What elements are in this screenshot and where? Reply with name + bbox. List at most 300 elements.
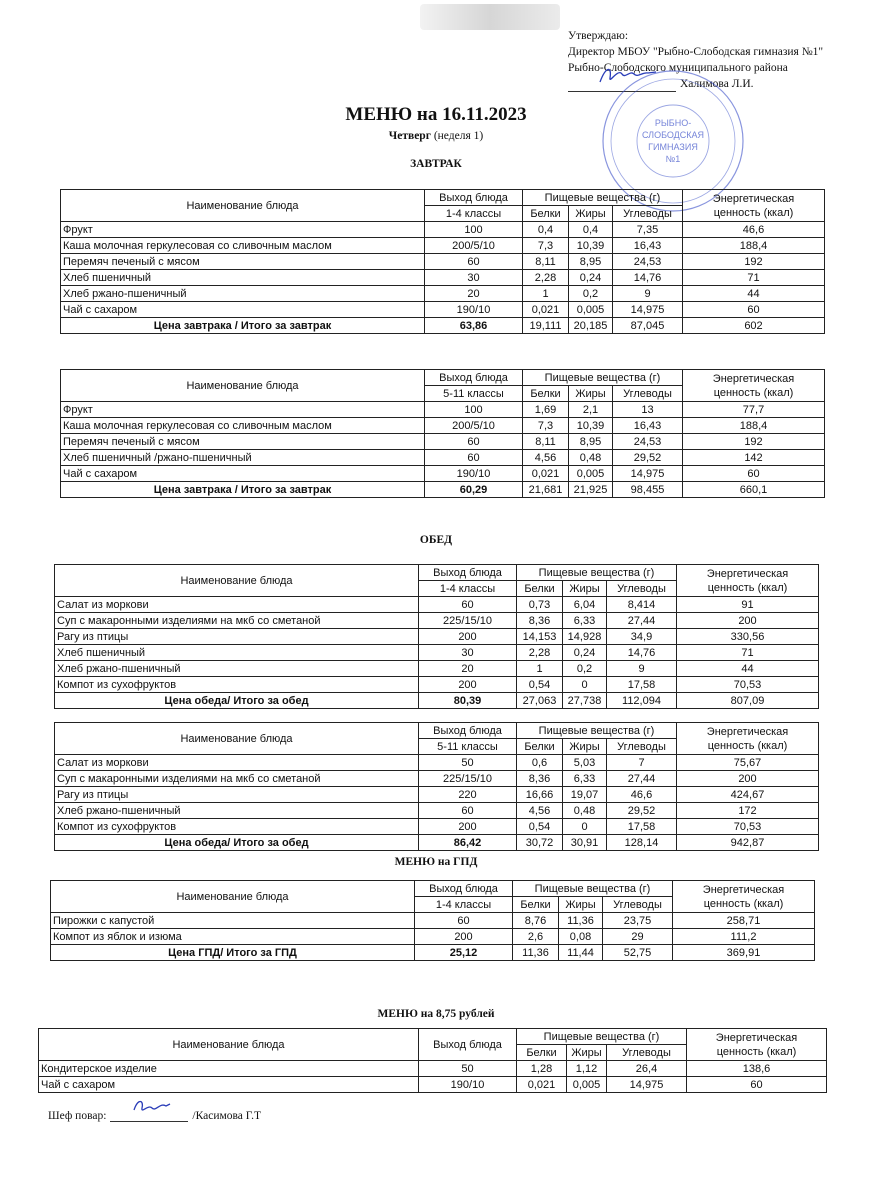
energy-label-2: ценность (ккал) [703, 897, 784, 910]
dish-energy: 142 [683, 450, 825, 466]
table-row [61, 302, 825, 318]
column-header-nutrients: Пищевые вещества (г) [523, 190, 683, 206]
total-energy: 369,91 [673, 945, 815, 961]
total-fat: 27,738 [563, 693, 607, 709]
chef-signature [110, 1108, 188, 1122]
dish-protein: 0,54 [517, 819, 563, 835]
dish-carbs: 9 [607, 661, 677, 677]
energy-label-1: Энергетическая [715, 1031, 798, 1044]
dish-carbs: 27,44 [607, 771, 677, 787]
total-energy: 660,1 [683, 482, 825, 498]
scan-artifact [420, 4, 560, 30]
column-header-dish: Наименование блюда [39, 1029, 419, 1061]
dish-carbs: 26,4 [607, 1061, 687, 1077]
total-label: Цена обеда/ Итого за обед [55, 693, 419, 709]
stamp-text-bottom2: №1 [665, 154, 681, 164]
stamp-text-mid: СЛОБОДСКАЯ [641, 130, 705, 140]
dish-name: Перемяч печеный с мясом [61, 434, 425, 450]
dish-fat: 0,2 [563, 661, 607, 677]
energy-label-2: ценность (ккал) [707, 739, 788, 752]
column-header-dish: Наименование блюда [61, 190, 425, 222]
dish-protein: 8,36 [517, 613, 563, 629]
table-row [55, 597, 819, 613]
section-gpd: МЕНЮ на ГПД [394, 856, 478, 868]
dish-fat: 8,95 [569, 434, 613, 450]
menu-table [50, 880, 815, 961]
dish-output: 200 [415, 929, 513, 945]
dish-protein: 8,76 [513, 913, 559, 929]
table-row [55, 755, 819, 771]
dish-name: Салат из моркови [55, 597, 419, 613]
table-total-row [61, 482, 825, 498]
dish-fat: 0,24 [563, 645, 607, 661]
total-fat: 20,185 [569, 318, 613, 334]
total-price: 60,29 [425, 482, 523, 498]
column-header-output: Выход блюда [419, 565, 517, 581]
total-carbs: 87,045 [613, 318, 683, 334]
dish-name: Перемяч печеный с мясом [61, 254, 425, 270]
dish-name: Компот из сухофруктов [55, 677, 419, 693]
dish-energy: 44 [677, 661, 819, 677]
dish-energy: 424,67 [677, 787, 819, 803]
approval-line-1: Утверждаю: [568, 30, 629, 42]
dish-carbs: 16,43 [613, 418, 683, 434]
column-header-fat: Жиры [563, 739, 607, 755]
dish-name: Хлеб пшеничный /ржано-пшеничный [61, 450, 425, 466]
dish-fat: 19,07 [563, 787, 607, 803]
dish-protein: 8,36 [517, 771, 563, 787]
total-carbs: 52,75 [603, 945, 673, 961]
column-header-fat: Жиры [569, 206, 613, 222]
dish-fat: 0,48 [569, 450, 613, 466]
energy-label-2: ценность (ккал) [707, 581, 788, 594]
total-fat: 21,925 [569, 482, 613, 498]
total-energy: 807,09 [677, 693, 819, 709]
dish-carbs: 46,6 [607, 787, 677, 803]
dish-protein: 4,56 [523, 450, 569, 466]
dish-carbs: 29 [603, 929, 673, 945]
column-header-energy [673, 881, 815, 913]
table-row [61, 418, 825, 434]
dish-output: 30 [425, 270, 523, 286]
column-header-fat: Жиры [569, 386, 613, 402]
dish-energy: 70,53 [677, 677, 819, 693]
column-header-output: Выход блюда [419, 1029, 517, 1061]
table-row [55, 645, 819, 661]
dish-fat: 0,2 [569, 286, 613, 302]
column-header-dish: Наименование блюда [55, 565, 419, 597]
dish-energy: 330,56 [677, 629, 819, 645]
stamp-text-bottom1: ГИМНАЗИЯ [648, 142, 698, 152]
dish-protein: 2,28 [517, 645, 563, 661]
dish-fat: 5,03 [563, 755, 607, 771]
dish-energy: 60 [687, 1077, 827, 1093]
energy-label-2: ценность (ккал) [713, 206, 794, 219]
approval-line-3: Рыбно-Слободского муниципального района [568, 62, 788, 74]
dish-output: 190/10 [425, 466, 523, 482]
column-header-output: Выход блюда [425, 370, 523, 386]
dish-output: 200 [419, 629, 517, 645]
total-protein: 11,36 [513, 945, 559, 961]
table-row [39, 1077, 827, 1093]
week-label: (неделя 1) [433, 130, 484, 142]
dish-energy: 60 [683, 302, 825, 318]
grade-label: 1-4 классы [415, 897, 513, 913]
dish-name: Хлеб пшеничный [61, 270, 425, 286]
dish-output: 220 [419, 787, 517, 803]
total-price: 63,86 [425, 318, 523, 334]
dish-carbs: 24,53 [613, 434, 683, 450]
dish-fat: 0,48 [563, 803, 607, 819]
dish-name: Суп с макаронными изделиями на мкб со сметаной [55, 613, 419, 629]
dish-energy: 188,4 [683, 238, 825, 254]
dish-name: Каша молочная геркулесовая со сливочным маслом [61, 238, 425, 254]
dish-carbs: 7,35 [613, 222, 683, 238]
dish-protein: 0,021 [523, 466, 569, 482]
table-row [61, 254, 825, 270]
dish-carbs: 7 [607, 755, 677, 771]
total-price: 80,39 [419, 693, 517, 709]
column-header-energy [683, 370, 825, 402]
dish-carbs: 14,975 [613, 466, 683, 482]
menu-table [54, 722, 819, 851]
table-row [55, 629, 819, 645]
table-header-row [61, 190, 825, 206]
dish-energy: 71 [683, 270, 825, 286]
column-header-carbs: Углеводы [613, 386, 683, 402]
total-energy: 602 [683, 318, 825, 334]
dish-energy: 192 [683, 434, 825, 450]
dish-carbs: 34,9 [607, 629, 677, 645]
dish-protein: 4,56 [517, 803, 563, 819]
table-total-row [61, 318, 825, 334]
dish-protein: 2,28 [523, 270, 569, 286]
dish-name: Хлеб ржано-пшеничный [55, 803, 419, 819]
dish-output: 30 [419, 645, 517, 661]
dish-output: 190/10 [425, 302, 523, 318]
total-carbs: 112,094 [607, 693, 677, 709]
table-header-row [55, 723, 819, 739]
dish-name: Рагу из птицы [55, 787, 419, 803]
column-header-output: Выход блюда [425, 190, 523, 206]
table-row [51, 929, 815, 945]
dish-name: Чай с сахаром [61, 466, 425, 482]
dish-protein: 0,021 [517, 1077, 567, 1093]
dish-fat: 1,12 [567, 1061, 607, 1077]
dish-output: 225/15/10 [419, 771, 517, 787]
energy-label-1: Энергетическая [712, 192, 795, 205]
approval-line-2: Директор МБОУ "Рыбно-Слободская гимназия №1" [568, 46, 824, 58]
energy-label-1: Энергетическая [702, 883, 785, 896]
dish-output: 60 [425, 434, 523, 450]
dish-fat: 10,39 [569, 418, 613, 434]
dish-name: Хлеб ржано-пшеничный [55, 661, 419, 677]
section-lunch: ОБЕД [419, 534, 453, 546]
dish-energy: 91 [677, 597, 819, 613]
dish-carbs: 23,75 [603, 913, 673, 929]
dish-carbs: 13 [613, 402, 683, 418]
total-fat: 11,44 [559, 945, 603, 961]
page-title: МЕНЮ на 16.11.2023 [345, 104, 527, 125]
dish-energy: 111,2 [673, 929, 815, 945]
table-total-row [55, 835, 819, 851]
total-protein: 21,681 [523, 482, 569, 498]
column-header-output: Выход блюда [419, 723, 517, 739]
dish-carbs: 14,76 [613, 270, 683, 286]
dish-name: Каша молочная геркулесовая со сливочным маслом [61, 418, 425, 434]
dish-fat: 0,08 [559, 929, 603, 945]
total-carbs: 128,14 [607, 835, 677, 851]
total-label: Цена завтрака / Итого за завтрак [61, 482, 425, 498]
dish-protein: 16,66 [517, 787, 563, 803]
column-header-energy [687, 1029, 827, 1061]
column-header-protein: Белки [523, 206, 569, 222]
total-protein: 27,063 [517, 693, 563, 709]
column-header-protein: Белки [513, 897, 559, 913]
column-header-dish: Наименование блюда [51, 881, 415, 913]
dish-protein: 0,73 [517, 597, 563, 613]
section-menu-875: МЕНЮ на 8,75 рублей [377, 1008, 495, 1020]
chef-name: /Касимова Г.Т [192, 1110, 262, 1122]
column-header-fat: Жиры [559, 897, 603, 913]
column-header-carbs: Углеводы [607, 1045, 687, 1061]
table-header-row [51, 881, 815, 897]
dish-energy: 188,4 [683, 418, 825, 434]
column-header-fat: Жиры [567, 1045, 607, 1061]
menu-table [54, 564, 819, 709]
dish-protein: 8,11 [523, 254, 569, 270]
dish-carbs: 8,414 [607, 597, 677, 613]
column-header-carbs: Углеводы [603, 897, 673, 913]
total-price: 86,42 [419, 835, 517, 851]
table-total-row [51, 945, 815, 961]
dish-carbs: 14,76 [607, 645, 677, 661]
dish-energy: 258,71 [673, 913, 815, 929]
total-protein: 30,72 [517, 835, 563, 851]
dish-name: Суп с макаронными изделиями на мкб со сметаной [55, 771, 419, 787]
column-header-nutrients: Пищевые вещества (г) [517, 1029, 687, 1045]
column-header-dish: Наименование блюда [61, 370, 425, 402]
table-row [61, 238, 825, 254]
dish-output: 50 [419, 1061, 517, 1077]
dish-output: 60 [425, 254, 523, 270]
total-label: Цена обеда/ Итого за обед [55, 835, 419, 851]
table-row [61, 434, 825, 450]
table-total-row [55, 693, 819, 709]
dish-carbs: 16,43 [613, 238, 683, 254]
column-header-energy [683, 190, 825, 222]
dish-energy: 71 [677, 645, 819, 661]
column-header-dish: Наименование блюда [55, 723, 419, 755]
column-header-nutrients: Пищевые вещества (г) [523, 370, 683, 386]
grade-label: 5-11 классы [425, 386, 523, 402]
dish-fat: 14,928 [563, 629, 607, 645]
dish-energy: 46,6 [683, 222, 825, 238]
dish-name: Фрукт [61, 402, 425, 418]
dish-fat: 0 [563, 677, 607, 693]
column-header-nutrients: Пищевые вещества (г) [517, 723, 677, 739]
dish-carbs: 14,975 [613, 302, 683, 318]
chef-signature-line [48, 1108, 261, 1122]
total-fat: 30,91 [563, 835, 607, 851]
menu-table [60, 369, 825, 498]
dish-output: 60 [419, 803, 517, 819]
column-header-protein: Белки [523, 386, 569, 402]
dish-fat: 8,95 [569, 254, 613, 270]
dish-fat: 2,1 [569, 402, 613, 418]
energy-label-1: Энергетическая [706, 567, 789, 580]
dish-output: 100 [425, 222, 523, 238]
table-row [61, 222, 825, 238]
dish-energy: 192 [683, 254, 825, 270]
dish-carbs: 24,53 [613, 254, 683, 270]
dish-name: Компот из сухофруктов [55, 819, 419, 835]
energy-label-2: ценность (ккал) [716, 1045, 797, 1058]
dish-fat: 0 [563, 819, 607, 835]
dish-output: 20 [425, 286, 523, 302]
dish-energy: 70,53 [677, 819, 819, 835]
table-row [55, 803, 819, 819]
dish-name: Фрукт [61, 222, 425, 238]
dish-output: 50 [419, 755, 517, 771]
dish-output: 200/5/10 [425, 418, 523, 434]
dish-energy: 200 [677, 613, 819, 629]
menu-table [38, 1028, 827, 1093]
dish-protein: 8,11 [523, 434, 569, 450]
grade-label: 1-4 классы [419, 581, 517, 597]
table-row [55, 819, 819, 835]
dish-protein: 0,4 [523, 222, 569, 238]
chef-label: Шеф повар: [48, 1110, 107, 1122]
total-energy: 942,87 [677, 835, 819, 851]
dish-output: 60 [425, 450, 523, 466]
dish-protein: 1,28 [517, 1061, 567, 1077]
table-row [61, 286, 825, 302]
dish-energy: 60 [683, 466, 825, 482]
dish-protein: 0,54 [517, 677, 563, 693]
table-row [39, 1061, 827, 1077]
energy-label-2: ценность (ккал) [713, 386, 794, 399]
dish-name: Чай с сахаром [61, 302, 425, 318]
column-header-protein: Белки [517, 1045, 567, 1061]
dish-output: 200/5/10 [425, 238, 523, 254]
dish-protein: 7,3 [523, 418, 569, 434]
dish-fat: 0,4 [569, 222, 613, 238]
dish-fat: 6,33 [563, 613, 607, 629]
column-header-nutrients: Пищевые вещества (г) [513, 881, 673, 897]
column-header-carbs: Углеводы [607, 739, 677, 755]
dish-protein: 1 [523, 286, 569, 302]
dish-name: Чай с сахаром [39, 1077, 419, 1093]
dish-fat: 11,36 [559, 913, 603, 929]
table-row [55, 661, 819, 677]
column-header-protein: Белки [517, 581, 563, 597]
total-carbs: 98,455 [613, 482, 683, 498]
column-header-protein: Белки [517, 739, 563, 755]
dish-energy: 75,67 [677, 755, 819, 771]
dish-fat: 0,005 [569, 466, 613, 482]
table-row [55, 677, 819, 693]
column-header-carbs: Углеводы [613, 206, 683, 222]
dish-carbs: 17,58 [607, 677, 677, 693]
dish-protein: 1,69 [523, 402, 569, 418]
dish-name: Салат из моркови [55, 755, 419, 771]
dish-fat: 0,005 [567, 1077, 607, 1093]
dish-output: 60 [415, 913, 513, 929]
table-row [61, 450, 825, 466]
table-header-row [55, 565, 819, 581]
dish-carbs: 17,58 [607, 819, 677, 835]
dish-fat: 0,005 [569, 302, 613, 318]
dish-name: Рагу из птицы [55, 629, 419, 645]
total-label: Цена ГПД/ Итого за ГПД [51, 945, 415, 961]
dish-energy: 172 [677, 803, 819, 819]
column-header-energy [677, 565, 819, 597]
dish-name: Хлеб ржано-пшеничный [61, 286, 425, 302]
column-header-energy [677, 723, 819, 755]
table-row [55, 771, 819, 787]
dish-protein: 2,6 [513, 929, 559, 945]
column-header-fat: Жиры [563, 581, 607, 597]
energy-label-1: Энергетическая [712, 372, 795, 385]
column-header-carbs: Углеводы [607, 581, 677, 597]
dish-carbs: 9 [613, 286, 683, 302]
dish-output: 200 [419, 677, 517, 693]
energy-label-1: Энергетическая [706, 725, 789, 738]
dish-output: 20 [419, 661, 517, 677]
dish-carbs: 29,52 [613, 450, 683, 466]
dish-output: 100 [425, 402, 523, 418]
director-name: Халимова Л.И. [680, 78, 754, 90]
total-price: 25,12 [415, 945, 513, 961]
dish-name: Кондитерское изделие [39, 1061, 419, 1077]
table-row [55, 613, 819, 629]
dish-name: Пирожки с капустой [51, 913, 415, 929]
dish-carbs: 14,975 [607, 1077, 687, 1093]
section-breakfast: ЗАВТРАК [410, 158, 462, 170]
table-row [61, 270, 825, 286]
dish-energy: 44 [683, 286, 825, 302]
dish-output: 200 [419, 819, 517, 835]
table-header-row [61, 370, 825, 386]
dish-fat: 6,33 [563, 771, 607, 787]
table-row [61, 466, 825, 482]
dish-fat: 0,24 [569, 270, 613, 286]
grade-label: 5-11 классы [419, 739, 517, 755]
dish-output: 60 [419, 597, 517, 613]
dish-name: Хлеб пшеничный [55, 645, 419, 661]
dish-energy: 138,6 [687, 1061, 827, 1077]
total-protein: 19,111 [523, 318, 569, 334]
dish-protein: 14,153 [517, 629, 563, 645]
dish-fat: 6,04 [563, 597, 607, 613]
grade-label: 1-4 классы [425, 206, 523, 222]
dish-carbs: 27,44 [607, 613, 677, 629]
page-subtitle [0, 130, 872, 142]
table-row [55, 787, 819, 803]
table-row [51, 913, 815, 929]
menu-table [60, 189, 825, 334]
table-row [61, 402, 825, 418]
dish-output: 225/15/10 [419, 613, 517, 629]
dish-energy: 77,7 [683, 402, 825, 418]
table-header-row [39, 1029, 827, 1045]
dish-protein: 7,3 [523, 238, 569, 254]
stamp-text-top: РЫБНО- [654, 118, 692, 128]
dish-output: 190/10 [419, 1077, 517, 1093]
column-header-output: Выход блюда [415, 881, 513, 897]
dish-energy: 200 [677, 771, 819, 787]
